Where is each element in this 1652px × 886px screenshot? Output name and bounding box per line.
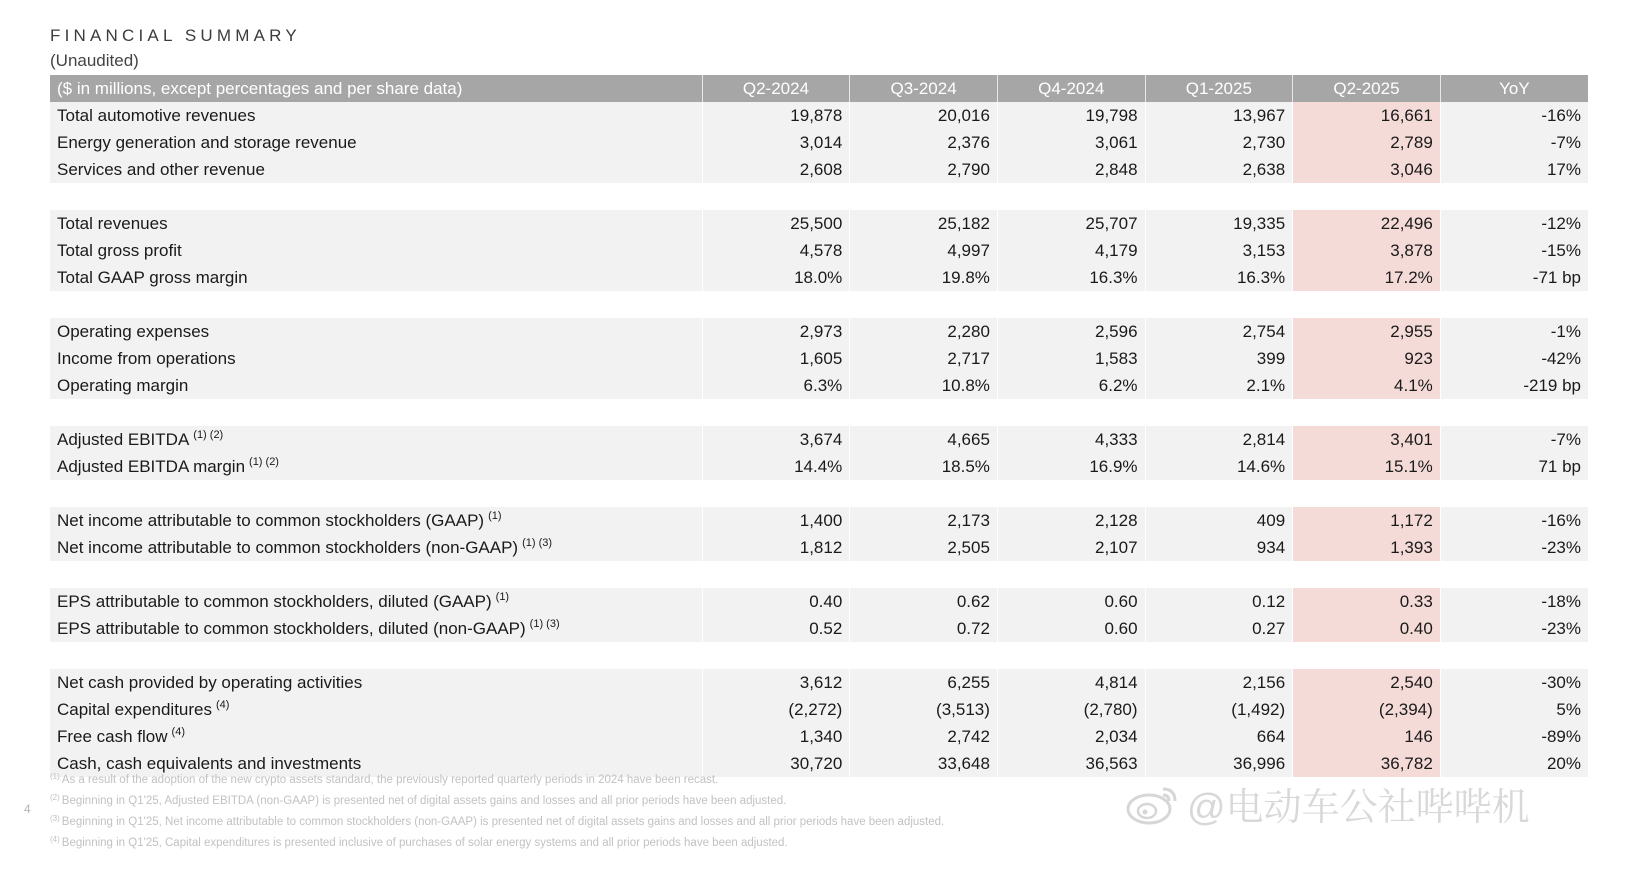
highlighted-value-cell: 2,789: [1293, 129, 1441, 156]
value-cell: 3,612: [702, 669, 850, 696]
value-cell: -7%: [1440, 129, 1588, 156]
row-label: Total revenues: [57, 213, 168, 233]
row-label-cell: [50, 723, 702, 750]
value-cell: 25,182: [850, 210, 998, 237]
footnote-text: Beginning in Q1'25, Adjusted EBITDA (non-GAAP) is presented net of digital assets gains and losses and all prior periods have been adjusted.: [61, 795, 787, 807]
value-cell: 16.3%: [997, 264, 1145, 291]
value-cell: 6,255: [850, 669, 998, 696]
value-cell: -219 bp: [1440, 372, 1588, 399]
value-cell: 1,583: [997, 345, 1145, 372]
value-cell: 10.8%: [850, 372, 998, 399]
highlighted-value-cell: (2,394): [1293, 696, 1441, 723]
spacer-row: [50, 561, 1588, 588]
value-cell: 0.52: [702, 615, 850, 642]
value-cell: 4,997: [850, 237, 998, 264]
table-row: [50, 588, 1588, 615]
value-cell: 0.40: [702, 588, 850, 615]
row-label-cell: [50, 372, 702, 399]
value-cell: 4,333: [997, 426, 1145, 453]
row-label: EPS attributable to common stockholders, diluted (non-GAAP): [57, 619, 526, 638]
value-cell: 934: [1145, 534, 1293, 561]
value-cell: 14.4%: [702, 453, 850, 480]
row-label-cell: [50, 129, 702, 156]
value-cell: 17%: [1440, 156, 1588, 183]
value-cell: 1,340: [702, 723, 850, 750]
row-label-cell: [50, 345, 702, 372]
value-cell: 25,707: [997, 210, 1145, 237]
row-label: Total gross profit: [57, 240, 182, 260]
row-label-cell: [50, 669, 702, 696]
footnote-ref: (1) (2): [193, 429, 224, 441]
row-label-cell: [50, 453, 702, 480]
table-row: [50, 534, 1588, 561]
value-cell: 2,790: [850, 156, 998, 183]
row-label: Cash, cash equivalents and investments: [57, 753, 362, 773]
footnote-line: [50, 810, 944, 831]
value-cell: -18%: [1440, 588, 1588, 615]
footnote-line: [50, 768, 944, 789]
highlighted-value-cell: 3,046: [1293, 156, 1441, 183]
row-label: EPS attributable to common stockholders, diluted (GAAP): [57, 592, 492, 611]
row-label: Net income attributable to common stockholders (GAAP): [57, 511, 485, 530]
table-row: [50, 129, 1588, 156]
spacer-row: [50, 183, 1588, 210]
value-cell: 19,798: [997, 102, 1145, 129]
value-cell: 0.60: [997, 615, 1145, 642]
row-label: Income from operations: [57, 348, 236, 368]
watermark-text: @电动车公社哔哔机: [1187, 787, 1530, 829]
value-cell: 18.5%: [850, 453, 998, 480]
footnote-text: As a result of the adoption of the new crypto assets standard, the previously reported quarterly periods in 2024 have been recast.: [61, 774, 719, 786]
value-cell: 3,014: [702, 129, 850, 156]
row-label-cell: [50, 264, 702, 291]
value-cell: 2,814: [1145, 426, 1293, 453]
column-header: YoY: [1440, 75, 1588, 102]
value-cell: 2,730: [1145, 129, 1293, 156]
highlighted-value-cell: 923: [1293, 345, 1441, 372]
page-number: 4: [24, 802, 31, 816]
value-cell: (1,492): [1145, 696, 1293, 723]
row-label-cell: [50, 210, 702, 237]
value-cell: 664: [1145, 723, 1293, 750]
value-cell: 0.60: [997, 588, 1145, 615]
watermark: [1125, 776, 1530, 831]
value-cell: 0.12: [1145, 588, 1293, 615]
value-cell: 30,720: [702, 750, 850, 777]
highlighted-value-cell: 2,540: [1293, 669, 1441, 696]
value-cell: 2,280: [850, 318, 998, 345]
value-cell: 4,665: [850, 426, 998, 453]
row-label: Capital expenditures: [57, 700, 212, 719]
highlighted-value-cell: 1,172: [1293, 507, 1441, 534]
value-cell: 2,128: [997, 507, 1145, 534]
footnote-text: Beginning in Q1'25, Net income attributable to common stockholders (non-GAAP) is presented net of digital assets gains and losses and all prior periods have been adjusted.: [61, 816, 945, 828]
value-cell: 2,717: [850, 345, 998, 372]
row-label-cell: [50, 237, 702, 264]
value-cell: 2,638: [1145, 156, 1293, 183]
value-cell: 2,608: [702, 156, 850, 183]
value-cell: -71 bp: [1440, 264, 1588, 291]
footnote-ref: (1) (2): [249, 456, 279, 468]
footnote-ref: (1) (3): [522, 537, 553, 549]
table-row: [50, 345, 1588, 372]
value-cell: 2,034: [997, 723, 1145, 750]
footnote-ref: (1): [488, 510, 502, 522]
highlighted-value-cell: 1,393: [1293, 534, 1441, 561]
value-cell: -7%: [1440, 426, 1588, 453]
value-cell: -89%: [1440, 723, 1588, 750]
page-title: FINANCIAL SUMMARY: [50, 26, 301, 45]
highlighted-value-cell: 0.33: [1293, 588, 1441, 615]
value-cell: 4,578: [702, 237, 850, 264]
footnote-ref: (1): [495, 591, 510, 603]
highlighted-value-cell: 17.2%: [1293, 264, 1441, 291]
row-label-cell: [50, 156, 702, 183]
value-cell: 33,648: [850, 750, 998, 777]
column-header: Q4-2024: [997, 75, 1145, 102]
value-cell: 399: [1145, 345, 1293, 372]
value-cell: 409: [1145, 507, 1293, 534]
value-cell: -16%: [1440, 507, 1588, 534]
value-cell: 20%: [1440, 750, 1588, 777]
value-cell: 2,376: [850, 129, 998, 156]
footnote-ref: (4): [171, 726, 185, 738]
row-label: Energy generation and storage revenue: [57, 132, 357, 152]
value-cell: 0.72: [850, 615, 998, 642]
table-row: [50, 237, 1588, 264]
highlighted-value-cell: 15.1%: [1293, 453, 1441, 480]
value-cell: -16%: [1440, 102, 1588, 129]
value-cell: -30%: [1440, 669, 1588, 696]
column-header: Q3-2024: [850, 75, 998, 102]
row-label-cell: [50, 426, 702, 453]
value-cell: -23%: [1440, 615, 1588, 642]
value-cell: 18.0%: [702, 264, 850, 291]
value-cell: 3,061: [997, 129, 1145, 156]
value-cell: 71 bp: [1440, 453, 1588, 480]
row-label-cell: [50, 318, 702, 345]
value-cell: 2,596: [997, 318, 1145, 345]
footnote-text: Beginning in Q1'25, Capital expenditures is presented inclusive of purchases of solar energy systems and all prior periods have been adjusted.: [61, 837, 788, 849]
column-header: Q1-2025: [1145, 75, 1293, 102]
value-cell: 3,153: [1145, 237, 1293, 264]
row-label-cell: [50, 507, 702, 534]
spacer-row: [50, 642, 1588, 669]
row-label-cell: [50, 588, 702, 615]
row-label-cell: [50, 696, 702, 723]
column-header: Q2-2024: [702, 75, 850, 102]
value-cell: -42%: [1440, 345, 1588, 372]
table-row: [50, 264, 1588, 291]
highlighted-value-cell: 3,878: [1293, 237, 1441, 264]
highlighted-value-cell: 22,496: [1293, 210, 1441, 237]
table-row: [50, 696, 1588, 723]
footnotes: [50, 768, 944, 852]
value-cell: 2,107: [997, 534, 1145, 561]
highlighted-value-cell: 2,955: [1293, 318, 1441, 345]
value-cell: 16.9%: [997, 453, 1145, 480]
value-cell: 36,563: [997, 750, 1145, 777]
row-label: Net cash provided by operating activities: [57, 672, 363, 692]
row-label: Free cash flow: [57, 727, 168, 746]
footnote-mark: (3): [50, 814, 60, 823]
spacer-row: [50, 480, 1588, 507]
value-cell: 1,605: [702, 345, 850, 372]
row-label: Services and other revenue: [57, 159, 265, 179]
value-cell: 2.1%: [1145, 372, 1293, 399]
value-cell: 6.2%: [997, 372, 1145, 399]
value-cell: (2,272): [702, 696, 850, 723]
row-label: Total GAAP gross margin: [57, 267, 248, 287]
table-row: [50, 426, 1588, 453]
page-subtitle: (Unaudited): [50, 51, 139, 70]
table-row: [50, 507, 1588, 534]
value-cell: 2,156: [1145, 669, 1293, 696]
value-cell: 0.27: [1145, 615, 1293, 642]
column-header: ($ in millions, except percentages and per share data): [50, 75, 702, 102]
value-cell: 2,505: [850, 534, 998, 561]
row-label-cell: [50, 102, 702, 129]
row-label: Total automotive revenues: [57, 105, 256, 125]
table-row: [50, 156, 1588, 183]
highlighted-value-cell: 16,661: [1293, 102, 1441, 129]
footnote-line: [50, 831, 944, 852]
value-cell: 19,878: [702, 102, 850, 129]
footnote-line: [50, 789, 944, 810]
value-cell: 6.3%: [702, 372, 850, 399]
table-row: [50, 372, 1588, 399]
value-cell: 14.6%: [1145, 453, 1293, 480]
table-row: [50, 210, 1588, 237]
table-row: [50, 453, 1588, 480]
value-cell: (2,780): [997, 696, 1145, 723]
highlighted-value-cell: 3,401: [1293, 426, 1441, 453]
weibo-icon: [1125, 781, 1181, 827]
highlighted-value-cell: 146: [1293, 723, 1441, 750]
footnote-mark: (2): [50, 793, 60, 802]
row-label: Adjusted EBITDA margin: [57, 457, 246, 476]
value-cell: 2,742: [850, 723, 998, 750]
footnote-ref: (1) (3): [529, 618, 560, 630]
table-row: [50, 669, 1588, 696]
value-cell: -15%: [1440, 237, 1588, 264]
column-header: Q2-2025: [1293, 75, 1441, 102]
value-cell: 2,973: [702, 318, 850, 345]
table-row: [50, 615, 1588, 642]
value-cell: 19,335: [1145, 210, 1293, 237]
footnote-ref: (4): [215, 699, 230, 711]
table-row: [50, 102, 1588, 129]
row-label-cell: [50, 534, 702, 561]
value-cell: 16.3%: [1145, 264, 1293, 291]
row-label: Net income attributable to common stockholders (non-GAAP): [57, 538, 519, 557]
value-cell: 2,754: [1145, 318, 1293, 345]
table-row: [50, 318, 1588, 345]
value-cell: -12%: [1440, 210, 1588, 237]
value-cell: 19.8%: [850, 264, 998, 291]
value-cell: (3,513): [850, 696, 998, 723]
value-cell: 3,674: [702, 426, 850, 453]
row-label: Operating margin: [57, 375, 189, 395]
value-cell: 4,179: [997, 237, 1145, 264]
value-cell: 20,016: [850, 102, 998, 129]
value-cell: 1,400: [702, 507, 850, 534]
value-cell: 2,848: [997, 156, 1145, 183]
value-cell: 5%: [1440, 696, 1588, 723]
value-cell: 36,996: [1145, 750, 1293, 777]
value-cell: 2,173: [850, 507, 998, 534]
spacer-row: [50, 399, 1588, 426]
value-cell: -1%: [1440, 318, 1588, 345]
highlighted-value-cell: 4.1%: [1293, 372, 1441, 399]
value-cell: 0.62: [850, 588, 998, 615]
row-label: Operating expenses: [57, 321, 210, 341]
footnote-mark: (1): [50, 772, 60, 781]
highlighted-value-cell: 36,782: [1293, 750, 1441, 777]
spacer-row: [50, 291, 1588, 318]
value-cell: 25,500: [702, 210, 850, 237]
value-cell: 4,814: [997, 669, 1145, 696]
value-cell: -23%: [1440, 534, 1588, 561]
highlighted-value-cell: 0.40: [1293, 615, 1441, 642]
value-cell: 13,967: [1145, 102, 1293, 129]
row-label-cell: [50, 615, 702, 642]
financial-summary-table: [50, 75, 1588, 777]
table-row: [50, 723, 1588, 750]
value-cell: 1,812: [702, 534, 850, 561]
footnote-mark: (4): [50, 835, 60, 844]
table-header-row: [50, 75, 1588, 102]
row-label: Adjusted EBITDA: [57, 430, 190, 449]
